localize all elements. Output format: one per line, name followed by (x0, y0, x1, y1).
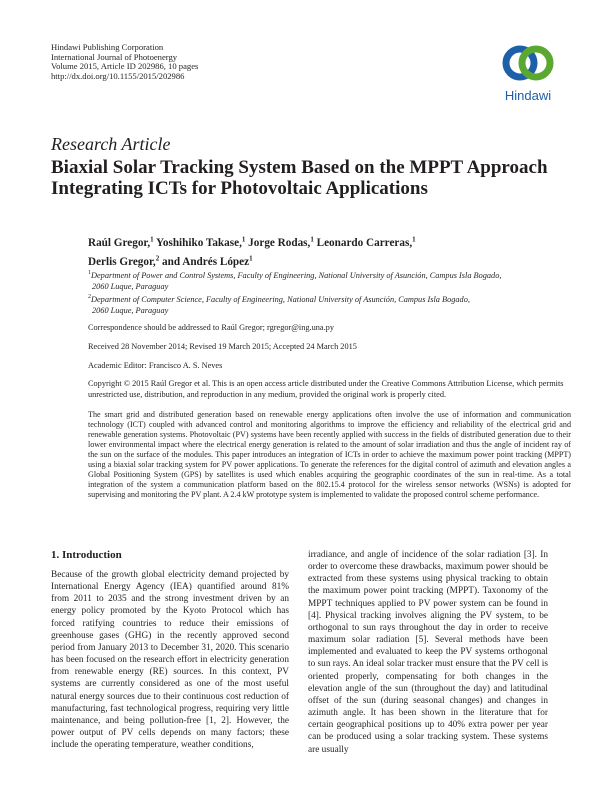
journal-name: International Journal of Photoenergy (51, 51, 178, 62)
author-list (88, 231, 568, 270)
body-column-left: Because of the growth global electricity demand projected by International Energy Agency (IEA) quantified around 81% from 2011 to 2035 and the strong investment driven by an energy policy promoted by the Kyoto Protocol which has forced ratifying countries to reduce their emissions of greenhouse gases (GHG) in the recently approved second period from January 2013 to December 31, 2020. This scenario has been focused on the research effort in electricity generation from renewable energy (RE) sources. In this context, PV systems are currently considered as one of the most useful natural energy sources due to their continuous cost reduction of manufacturing, fast technological progress, requiring very little maintenance, and being pollution-free [1, 2]. However, the power output of PV cells depends on many factors; these include the operating temperature, weather conditions, (51, 570, 289, 751)
affiliation-2: $^2$Department of Computer Science, Faculty of Engineering, National University of Asunción, Campus Isla Bogado, 2060 Luque, Paraguay (88, 294, 470, 315)
author: Leonardo Carreras,$^1$ (316, 235, 416, 249)
journal-volume: Volume 2015, Article ID 202986, 10 pages (51, 61, 199, 72)
affiliation-1: $^1$Department of Power and Control Systems, Faculty of Engineering, National University of Asunción, Campus Isla Bogado, 2060 Luque, Paraguay (88, 270, 502, 291)
author: Derlis Gregor,$^2$ (88, 254, 160, 269)
publisher: Hindawi Publishing Corporation (51, 42, 164, 52)
author: Yoshihiko Takase,$^1$ (156, 235, 246, 249)
author: and Andrés López$^1$ (162, 254, 253, 269)
section-heading: 1. Introduction (51, 549, 122, 561)
author: Jorge Rodas,$^1$ (248, 235, 314, 249)
article-type: Research Article (51, 134, 171, 154)
paper-title: Biaxial Solar Tracking System Based on the MPPT Approach Integrating ICTs for Photovoltaic Applications (51, 157, 548, 199)
correspondence: Correspondence should be addressed to Raúl Gregor; rgregor@ing.una.py (88, 323, 334, 332)
academic-editor: Academic Editor: Francisco A. S. Neves (88, 361, 223, 370)
author: Raúl Gregor,$^1$ (88, 235, 154, 249)
body-column-right: irradiance, and angle of incidence of the solar radiation [3]. In order to overcome these drawbacks, maximum power should be extracted from these systems using physical tracking to obtain the maximum power point tracking (MPPT). Taxonomy of the MPPT techniques applied to PV power system can be found in [4]. Physical tracking involves aligning the PV system, to be orthogonal to sun rays throughout the day in order to receive maximum solar radiation [5]. Several methods have been implemented and evaluated to keep the PV systems orthogonal to sun rays. An ideal solar tracker must ensure that the PV cell is oriented properly, compensating for both changes in the elevation angle of the sun (throughout the day) and latitudinal offset of the sun (during seasonal changes) and changes in azimuth angle. It has been shown in the literature that for certain geographical positions up to 40% extra power per year can be produced using a solar tracking system. These systems are usually (308, 550, 548, 755)
hindawi-logo-text: Hindawi (504, 88, 552, 103)
abstract: The smart grid and distributed generation based on renewable energy applications often involve the use of information and communication technology (ICT) coupled with advanced control and monitoring algorithms to improve the efficiency and reliability of the electrical grid and renewable generation systems. Photovoltaic (PV) systems have been recently applied with success in the fields of distributed generation due to their lower environmental impact where the electrical energy generation is related to the amount of solar irradiation and thus the angle of incident ray of the sun on the surface of the modules. This paper introduces an integration of ICTs in order to achieve the maximum power point tracking (MPPT) using a biaxial solar tracking system for PV power applications. To generate the references for the digital control of azimuth and elevation angles a Global Positioning System (GPS) by satellites is used which enables acquiring the geographic coordinates of the sun in real-time. As a total integration of the system a communication platform based on the 802.15.4 protocol for the wireless sensor networks (WSNs) is adopted for supervising and monitoring the PV plant. A 2.4 kW prototype system is implemented to validate the proposed control scheme performance. (88, 410, 571, 499)
doi-link[interactable]: http://dx.doi.org/10.1155/2015/202986 (51, 70, 185, 81)
copyright: Copyright © 2015 Raúl Gregor et al. This is an open access article distributed under the Creative Commons Attribution License, which permits unrestricted use, distribution, and reproduction in any medium, provided the original work is properly cited. (88, 379, 564, 399)
dates: Received 28 November 2014; Revised 19 March 2015; Accepted 24 March 2015 (88, 342, 357, 351)
journal-info (51, 43, 198, 81)
